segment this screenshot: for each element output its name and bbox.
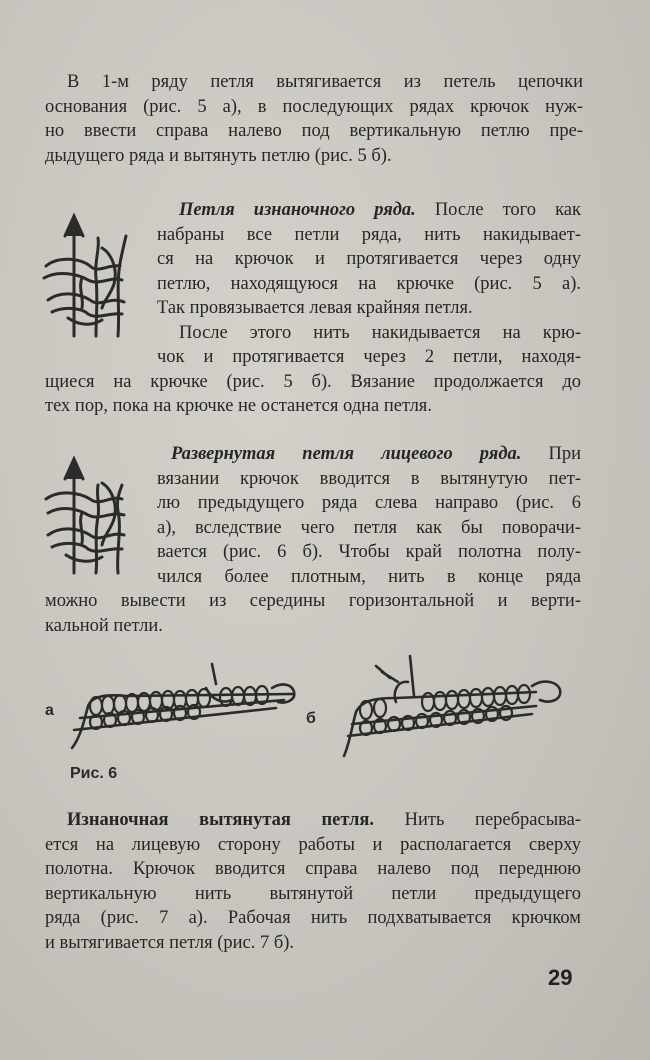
section-heading: Развернутая петля лицевого ряда. (171, 444, 522, 464)
purl-row-continuation (45, 370, 581, 419)
text-run: При (521, 444, 581, 464)
text-line: дыдущего ряда и вытянуть петлю (рис. 5 б). (45, 145, 392, 166)
text-line: чился более плотным, нить в конце ряда (157, 566, 581, 587)
purl-stitch-illustration (38, 208, 134, 342)
text-line (45, 808, 581, 833)
section-heading: Петля изнаночного ряда. (179, 200, 416, 220)
twisted-knit-section (157, 442, 581, 589)
text-line: тех пор, пока на крючке не останется одна петля. (45, 396, 432, 416)
text-line: ряда (рис. 7 а). Рабочая нить подхватывается крючком (45, 908, 581, 928)
text-line: щиеся на крючке (рис. 5 б). Вязание продолжается до (45, 371, 581, 392)
text-line: ется на лицевую сторону работы и располагается сверху (45, 834, 581, 855)
figure-6b-drawing (336, 652, 568, 762)
intro-paragraph (45, 70, 583, 168)
figure-label-b: б (306, 710, 316, 727)
text-line: полотна. Крючок вводится справа налево под переднюю (45, 859, 581, 879)
text-line: основания (рис. 5 а), в последующих рядах крючок нуж- (45, 96, 583, 117)
text-line: но ввести справа налево под вертикальную петлю пре- (45, 121, 583, 141)
purl-pulled-section (45, 808, 581, 955)
figure-label-a: а (45, 702, 54, 719)
figure-caption: Рис. 6 (70, 765, 118, 782)
purl-row-section (157, 198, 581, 370)
text-line: вается (рис. 6 б). Чтобы край полотна полу- (157, 542, 581, 562)
text-line (157, 442, 581, 467)
text-line: После этого нить накидывается на крю- (179, 322, 581, 343)
text-line: а), вследствие чего петля как бы поворачи- (157, 517, 581, 538)
figure-6a-drawing (66, 660, 298, 752)
text-line: и вытягивается петля (рис. 7 б). (45, 932, 295, 953)
text-line: кальной петли. (45, 615, 163, 636)
text-line: В 1-м ряду петля вытягивается из петель цепочки (67, 72, 583, 92)
text-line: ся на крючок и протягивается через одну (157, 249, 581, 269)
twisted-stitch-illustration (38, 455, 134, 579)
text-line: Так провязывается левая крайняя петля. (157, 298, 473, 318)
text-line: чок и протягивается через 2 петли, находя- (157, 347, 581, 367)
text-run: После того как (415, 200, 581, 220)
text-run: Нить перебрасыва- (374, 810, 581, 830)
text-line: вязании крючок вводится в вытянутую пет- (157, 468, 581, 489)
section-heading: Изнаночная вытянутая петля. (67, 810, 375, 830)
page-number: 29 (548, 965, 573, 990)
text-line: лю предыдущего ряда слева направо (рис. 6 (157, 493, 581, 513)
twisted-knit-continuation (45, 589, 581, 638)
text-line: вертикальную нить вытянутой петли предыдущего (45, 883, 581, 904)
text-line: петлю, находящуюся на крючке (рис. 5 а). (157, 273, 581, 294)
text-line (157, 198, 581, 223)
text-line: можно вывести из середины горизонтальной и верти- (45, 591, 581, 611)
text-line: набраны все петли ряда, нить накидывает- (157, 224, 581, 245)
